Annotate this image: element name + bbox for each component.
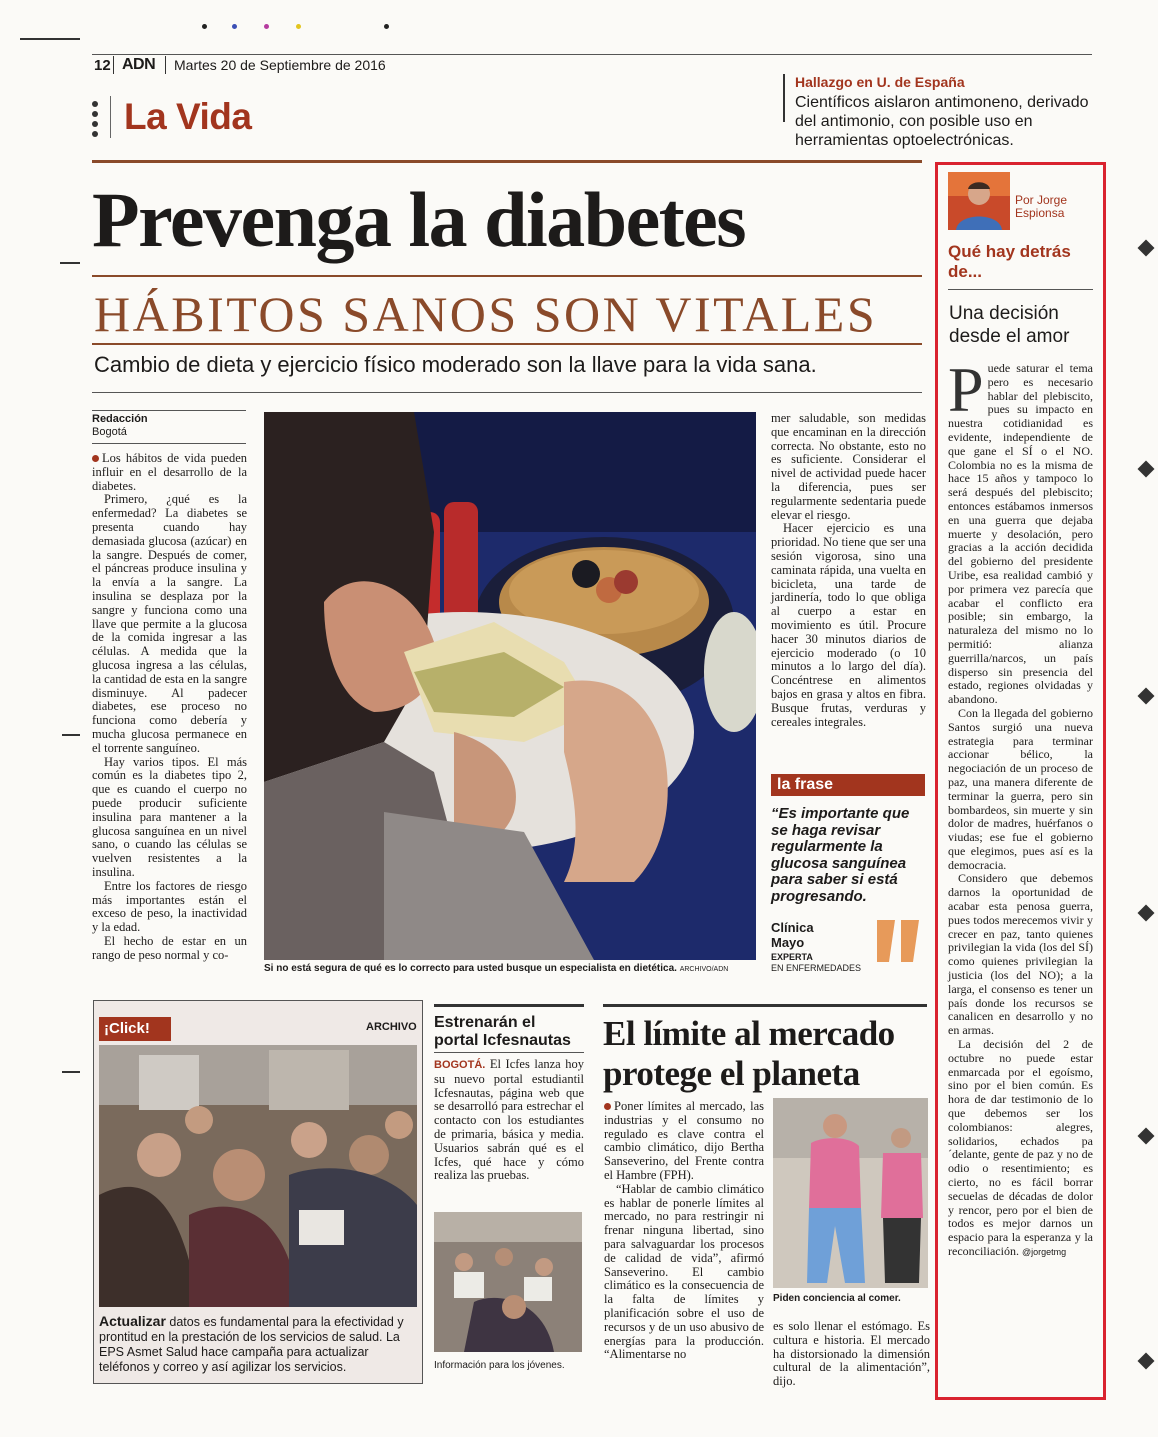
paragraph: mer saludable, son medidas que encaminan en la dirección correcta. No obstante, esto no es suficiente. Considerar el nivel de actividad puede hacer la diferencia, pues ser regularmente sedentaria puede elevar el riesgo. xyxy=(771,411,926,522)
paragraph: Considero que debemos darnos la oportunidad de acabar esta penosa guerra, pues todos merecemos vivir y crecer en paz, tanto quienes privilegian la vida (los del SÍ) como quienes privilegian la justicia (los del NO); a la larga, el consenso es tener un país donde los recursos se canalicen en desarrollo y no en armas. xyxy=(948,871,1093,1038)
section-divider xyxy=(110,96,111,138)
dateline: BOGOTÁ. xyxy=(434,1059,486,1071)
byline-name: Redacción xyxy=(92,413,148,425)
registration-dot xyxy=(202,24,207,29)
paragraph: Entre los factores de riesgo más importantes están el exceso de peso, la inactividad y la edad. xyxy=(92,878,247,935)
paragraph: “Hablar de cambio climático es hablar de ponerle límites al mercado, no para restringir ni frenar ninguna libertad, sino para salvaguardar los procesos de calidad de vida”, afirmó Sanseverino. El cambio climático es la consecuencia de la falta de límites y planificación sobre el uso de recursos y de un uso abusivo de energías para la producción. “Alimentarse no xyxy=(604,1181,764,1362)
main-deck: Cambio de dieta y ejercicio físico moderado son la llave para la vida sana. xyxy=(94,352,817,377)
caption-lead: Actualizar xyxy=(99,1313,166,1329)
quote-tab: la frase xyxy=(771,774,925,796)
main-story-column-2 xyxy=(771,412,926,729)
quote-role-line: EXPERTA xyxy=(771,952,813,962)
opinion-kicker: Qué hay detrás de... xyxy=(948,242,1071,281)
opinion-rule xyxy=(948,289,1093,290)
photo-source-label: ARCHIVO xyxy=(366,1021,417,1033)
main-headline: Prevenga la diabetes xyxy=(92,176,746,263)
margin-diamond xyxy=(1138,1128,1155,1145)
opinion-title: Una decisión desde el amor xyxy=(949,303,1070,347)
paragraph: Primero, ¿qué es la enfermedad? La diabetes se presenta cuando hay demasiada glucosa (azúcar) en la sangre. Después de comer, el páncreas produce insulina y la envía a la sangre. La insulina se desplaza por la sangre y funciona como una llave que permite a la glucosa de la comida ingresar a las células. A medida que la glucosa ingresa a las células, la cantidad de esta en la sangre disminuye. Al padecer diabetes, ese proceso no funciona como debería y mucha glucosa permanece en el torrente sanguíneo. xyxy=(92,492,247,755)
author-handle: @jorgetmg xyxy=(1021,1247,1067,1257)
icfes-photo xyxy=(434,1212,582,1352)
icfes-headline: Estrenarán el portal Icfesnautas xyxy=(434,1014,571,1049)
headline-rule xyxy=(92,275,922,277)
publication-logo: ADN xyxy=(122,56,156,73)
pull-quote: “Es importante que se haga revisar regularmente la glucosa sanguínea para saber si está progresando. xyxy=(771,805,910,905)
paragraph: Hay varios tipos. El más común es la diabetes tipo 2, que es cuando el cuerpo no puede producir suficiente insulina para mantener a la glucosa sanguínea en un nivel sano, o cuando las células se vuelven resistentes a la insulina. xyxy=(92,754,247,879)
limite-headline: El límite al mercado protege el planeta xyxy=(603,1014,895,1093)
click-photo xyxy=(99,1045,417,1307)
paragraph: Hacer ejercicio es una prioridad. No tiene que ser una sesión vigorosa, sino una caminata rápida, una vuelta en bicicleta, una tarde de jardinería, todo lo que obliga al cuerpo a estar en movimiento es útil. Procure hacer 30 minutos diarios de ejercicio moderado (o 10 minutos a lo largo del día). Concéntrese en alimentos bajos en grasa y altos en fibra. Busque frutas, verduras y cereales integrales. xyxy=(771,521,926,729)
headline-rule xyxy=(92,160,922,163)
author-photo xyxy=(948,172,1010,230)
paragraph: Poner límites al mercado, las industrias y el consumo no regulado es clave contra el cambio climático, dijo Bertha Sanseverino, del Frente contra el Hambre (FPH). xyxy=(604,1099,764,1182)
paragraph: El Icfes lanza hoy su nuevo portal estudiantil Icfesnautas, página web que se desarrolló para estrechar el contacto con los estudiantes de primaria, básica y media. Usuarios sabrán qué es el Icfes, qué hace y cómo realiza las pruebas. xyxy=(434,1057,585,1183)
header-rule xyxy=(92,54,1092,55)
quote-role-line: EN ENFERMEDADES xyxy=(771,963,862,973)
issue-date: Martes 20 de Septiembre de 2016 xyxy=(174,57,386,73)
margin-diamond xyxy=(1138,1353,1155,1370)
registration-dot xyxy=(264,24,269,29)
quote-author: Clínica Mayo xyxy=(771,920,814,950)
quote-role xyxy=(771,952,861,974)
registration-dot xyxy=(232,24,237,29)
main-story-column-1 xyxy=(92,452,247,962)
paragraph: uede saturar el tema pero es necesario hablar del plebiscito, pues su impacto en nuestra cotidianidad es evidente, independiente de que gane el SÍ o el NO. Colombia no es la misma de hace 15 años y tampoco lo será después del plebiscito; entonces estábamos inmersos en una guerra que dejaba muerte y desolación, pero gracias a la acción decidida del gobierno del presidente Uribe, esa realidad cambió y por primera vez parecía que acabar el conflicto era posible; sin embargo, la naturaleza del mismo no lo permitió: alianza guerrilla/narcos, un país disperso sin presencia del estado, regiones olvidadas y abandono. xyxy=(948,361,1093,707)
icfes-rule xyxy=(434,1052,584,1053)
paragraph: El hecho de estar en un rango de peso normal y co- xyxy=(92,933,247,962)
paragraph: es solo llenar el estómago. Es cultura e historia. El mercado ha distorsionado la dimensión cultural de la alimentación”, dijo. xyxy=(773,1319,930,1389)
click-tab: ¡Click! xyxy=(99,1017,171,1041)
author-name: Por Jorge Espionsa xyxy=(1015,193,1068,220)
registration-dot xyxy=(296,24,301,29)
quote-marks-icon xyxy=(875,918,923,964)
opinion-body xyxy=(948,354,1093,1259)
margin-diamond xyxy=(1138,240,1155,257)
margin-diamond xyxy=(1138,461,1155,478)
teaser-bar xyxy=(783,74,785,122)
margin-diamond xyxy=(1138,905,1155,922)
paragraph: La decisión del 2 de octubre no puede estar enmarcada por el egoísmo, sino por el bien común. Es hora de dar testimonio de lo que debemos ser los colombianos: alegres, solidarios, echados pa´delante, gente de paz y no de odio o resentimiento; es cierto, no es fácil borrar secuelas de décadas de dolor y rencor, pero por el bien de todos es mejor darnos un espacio para la esperanza y la reconciliación. xyxy=(948,1037,1093,1258)
byline-rule xyxy=(92,443,246,444)
paragraph: Con la llegada del gobierno Santos surgió una nueva estrategia para terminar accionar bélico, la negociación de un proceso de paz, una manera diferente de terminar la guerra, pero sin bombardeos, sin muerte y sin dolor de madres, huérfanos o viudas; ese fue el gobierno que elegimos, pues así es la democracia. xyxy=(948,705,1093,872)
drop-cap: P xyxy=(948,354,984,425)
crop-mark xyxy=(62,734,80,736)
limite-rule xyxy=(603,1004,927,1007)
header-divider xyxy=(165,56,166,74)
crop-mark xyxy=(20,38,80,40)
photo-credit: ARCHIVO/ADN xyxy=(679,966,729,973)
icfes-photo-caption: Información para los jóvenes. xyxy=(434,1360,565,1371)
crop-mark xyxy=(60,262,80,264)
teaser-kicker: Hallazgo en U. de España xyxy=(795,74,965,90)
click-caption xyxy=(99,1314,417,1375)
icfes-body xyxy=(434,1058,584,1183)
teaser-text: Científicos aislaron antimoneno, derivado del antimonio, con posible uso en herramientas optoelectrónicas. xyxy=(795,94,1089,149)
limite-photo xyxy=(773,1098,928,1288)
header-divider xyxy=(113,56,114,74)
icfes-rule xyxy=(434,1004,584,1007)
paragraph: Los hábitos de vida pueden influir en el desarrollo de la diabetes. xyxy=(92,451,247,493)
limite-photo-caption: Piden conciencia al comer. xyxy=(773,1293,901,1304)
subhead-rule xyxy=(92,343,922,345)
page-number: 12 xyxy=(94,57,111,74)
section-dots-icon xyxy=(92,101,100,141)
diabetes-photo xyxy=(264,412,756,960)
caption-text: datos es fundamental para la efectividad y prontitud en la prestación de los servicios de salud. La EPS Asmet Salud hace campaña para actualizar teléfonos y correo y así agilizar los servicios. xyxy=(99,1315,404,1374)
limite-column-2 xyxy=(773,1320,930,1389)
margin-diamond xyxy=(1138,688,1155,705)
caption-text: Si no está segura de qué es lo correcto para usted busque un especialista en dietética. xyxy=(264,963,677,974)
main-photo-caption xyxy=(264,963,728,974)
registration-dot xyxy=(384,24,389,29)
byline-rule xyxy=(92,410,246,411)
bullet-icon xyxy=(92,455,99,462)
deck-rule xyxy=(92,392,922,393)
crop-mark xyxy=(62,1071,80,1073)
limite-column-1 xyxy=(604,1100,764,1362)
section-title: La Vida xyxy=(124,96,252,137)
main-subhead: HÁBITOS SANOS SON VITALES xyxy=(94,286,878,342)
bullet-icon xyxy=(604,1103,611,1110)
byline-city: Bogotá xyxy=(92,426,127,438)
